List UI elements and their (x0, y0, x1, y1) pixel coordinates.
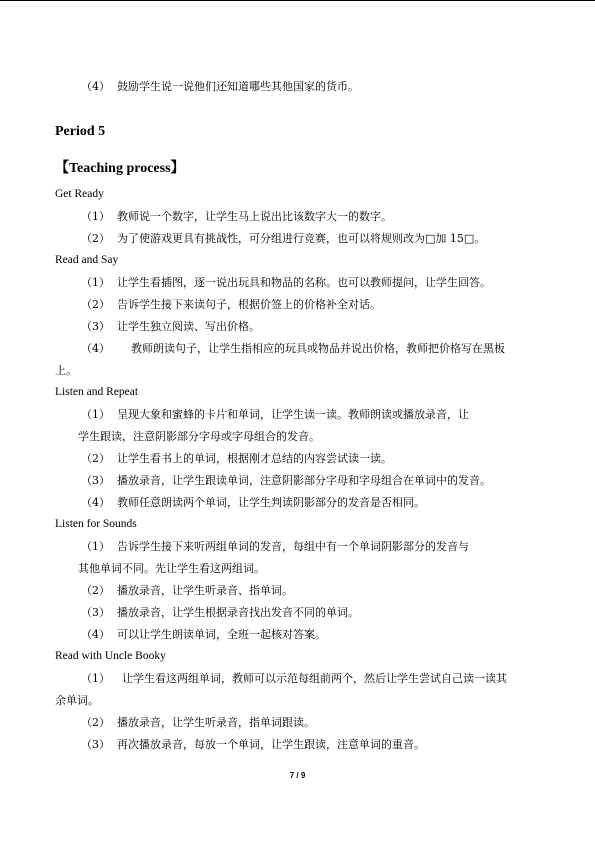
item-text: 再次播放录音，每放一个单词，让学生跟读，注意单词的重音。 (117, 738, 425, 751)
item-number: （4） (81, 496, 110, 509)
item-text: 让学生看书上的单词，根据刚才总结的内容尝试读一读。 (117, 452, 392, 465)
item-text: 播放录音，让学生听录音、指单词。 (117, 584, 293, 597)
item-text: 播放录音，让学生根据录音找出发音不同的单词。 (117, 606, 359, 619)
item-number: （3） (81, 606, 110, 619)
item-text: 告诉学生接下来听两组单词的发音，每组中有一个单词阴影部分的发音与 (117, 540, 469, 553)
item-number: （3） (81, 738, 110, 751)
item-number: （1） (81, 540, 110, 553)
item-text: 呈现大象和蜜蜂的卡片和单词，让学生读一读。教师朗读或播放录音，让 (117, 408, 469, 421)
item-number: （2） (81, 298, 110, 311)
item-text: 让学生看插图，逐一说出玩具和物品的名称。也可以教师提问，让学生回答。 (117, 276, 491, 289)
section-title-uncle-booky: Read with Uncle Booky (55, 650, 166, 662)
item-text-continued: 其他单词不同。先让学生看这两组词。 (78, 562, 265, 575)
item-number: （1） (81, 408, 110, 421)
item-text: 让学生看这两组单词，教师可以示范每组前两个，然后让学生尝试自己读一读其 (122, 672, 507, 685)
item-text: 让学生独立阅读、写出价格。 (117, 320, 260, 333)
item-text: 告诉学生接下来读句子，根据价签上的价格补全对话。 (117, 298, 381, 311)
section-title-listen-repeat: Listen and Repeat (55, 386, 139, 398)
section-title-read-say: Read and Say (55, 254, 119, 266)
item-number: （4） (81, 80, 110, 93)
top-border-line (0, 0, 595, 1)
item-text-continued: 学生跟读，注意阴影部分字母或字母组合的发音。 (78, 430, 320, 443)
item-text: 播放录音，让学生听录音，指单词跟读。 (117, 716, 315, 729)
item-text: 鼓励学生说一说他们还知道哪些其他国家的货币。 (117, 80, 359, 93)
item-number: （2） (81, 452, 110, 465)
item-number: （3） (81, 320, 110, 333)
item-text-continued: 余单词。 (55, 694, 99, 707)
item-number: （2） (81, 232, 110, 245)
item-text: 教师说一个数字，让学生马上说出比该数字大一的数字。 (117, 210, 392, 223)
item-text: 教师朗读句子，让学生指相应的玩具或物品并说出价格，教师把价格写在黑板 (131, 342, 505, 355)
period-title: Period 5 (55, 124, 106, 139)
item-number: （2） (81, 584, 110, 597)
item-text: 为了使游戏更具有挑战性，可分组进行竞赛，也可以将规则改为□加 15□。 (117, 232, 486, 245)
item-number: （1） (81, 672, 110, 685)
item-number: （1） (81, 210, 110, 223)
item-number: （4） (81, 342, 110, 355)
process-title: 【Teaching process】 (55, 161, 185, 176)
section-title-get-ready: Get Ready (55, 188, 104, 200)
item-number: （3） (81, 474, 110, 487)
section-title-listen-sounds: Listen for Sounds (55, 518, 137, 530)
item-number: （4） (81, 628, 110, 641)
page-number: 7 / 9 (289, 771, 306, 780)
item-text-continued: 上。 (55, 364, 77, 377)
item-text: 播放录音，让学生跟读单词，注意阴影部分字母和字母组合在单词中的发音。 (117, 474, 491, 487)
item-text: 可以让学生朗读单词，全班一起核对答案。 (117, 628, 326, 641)
item-text: 教师任意朗读两个单词，让学生判读阴影部分的发音是否相同。 (117, 496, 425, 509)
item-number: （2） (81, 716, 110, 729)
item-number: （1） (81, 276, 110, 289)
